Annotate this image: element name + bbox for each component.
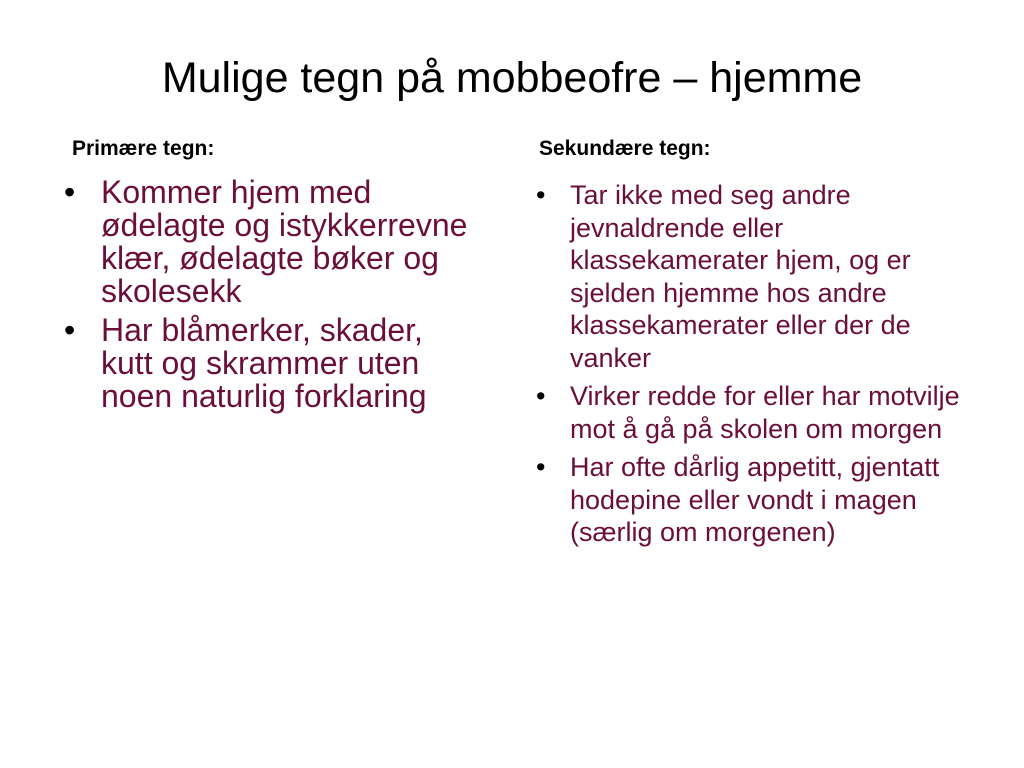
primary-signs-heading: Primære tegn: [72,137,215,160]
list-item-text: Tar ikke med seg andre jevnaldrende eller klassekamerater hjem, og er sjelden hjemme hos andre klassekamerater eller der de vanker [570,180,911,373]
slide-title: Mulige tegn på mobbeofre – hjemme [161,54,863,102]
list-item-text: Kommer hjem med ødelagte og istykkerrevne klær, ødelagte bøker og skolesekk [101,174,468,309]
list-item-text: Har blåmerker, skader, kutt og skrammer uten noen naturlig forklaring [101,312,427,414]
bullet-icon: • [536,180,546,210]
list-item-text: Har ofte dårlig appetitt, gjentatt hodepine eller vondt i magen (særlig om morgenen) [570,452,940,547]
bullet-icon: • [536,452,546,482]
primary-signs-list [60,176,480,419]
list-item [60,176,480,308]
secondary-signs-heading: Sekundære tegn: [539,137,711,160]
list-item-text: Virker redde for eller har motvilje mot å gå på skolen om morgen [570,381,960,444]
bullet-icon: • [64,174,76,210]
list-item [532,179,977,374]
bullet-icon: • [536,381,546,411]
list-item [532,380,977,445]
list-item [60,314,480,413]
bullet-icon: • [64,312,76,348]
list-item [532,451,977,549]
secondary-signs-list [532,179,977,555]
